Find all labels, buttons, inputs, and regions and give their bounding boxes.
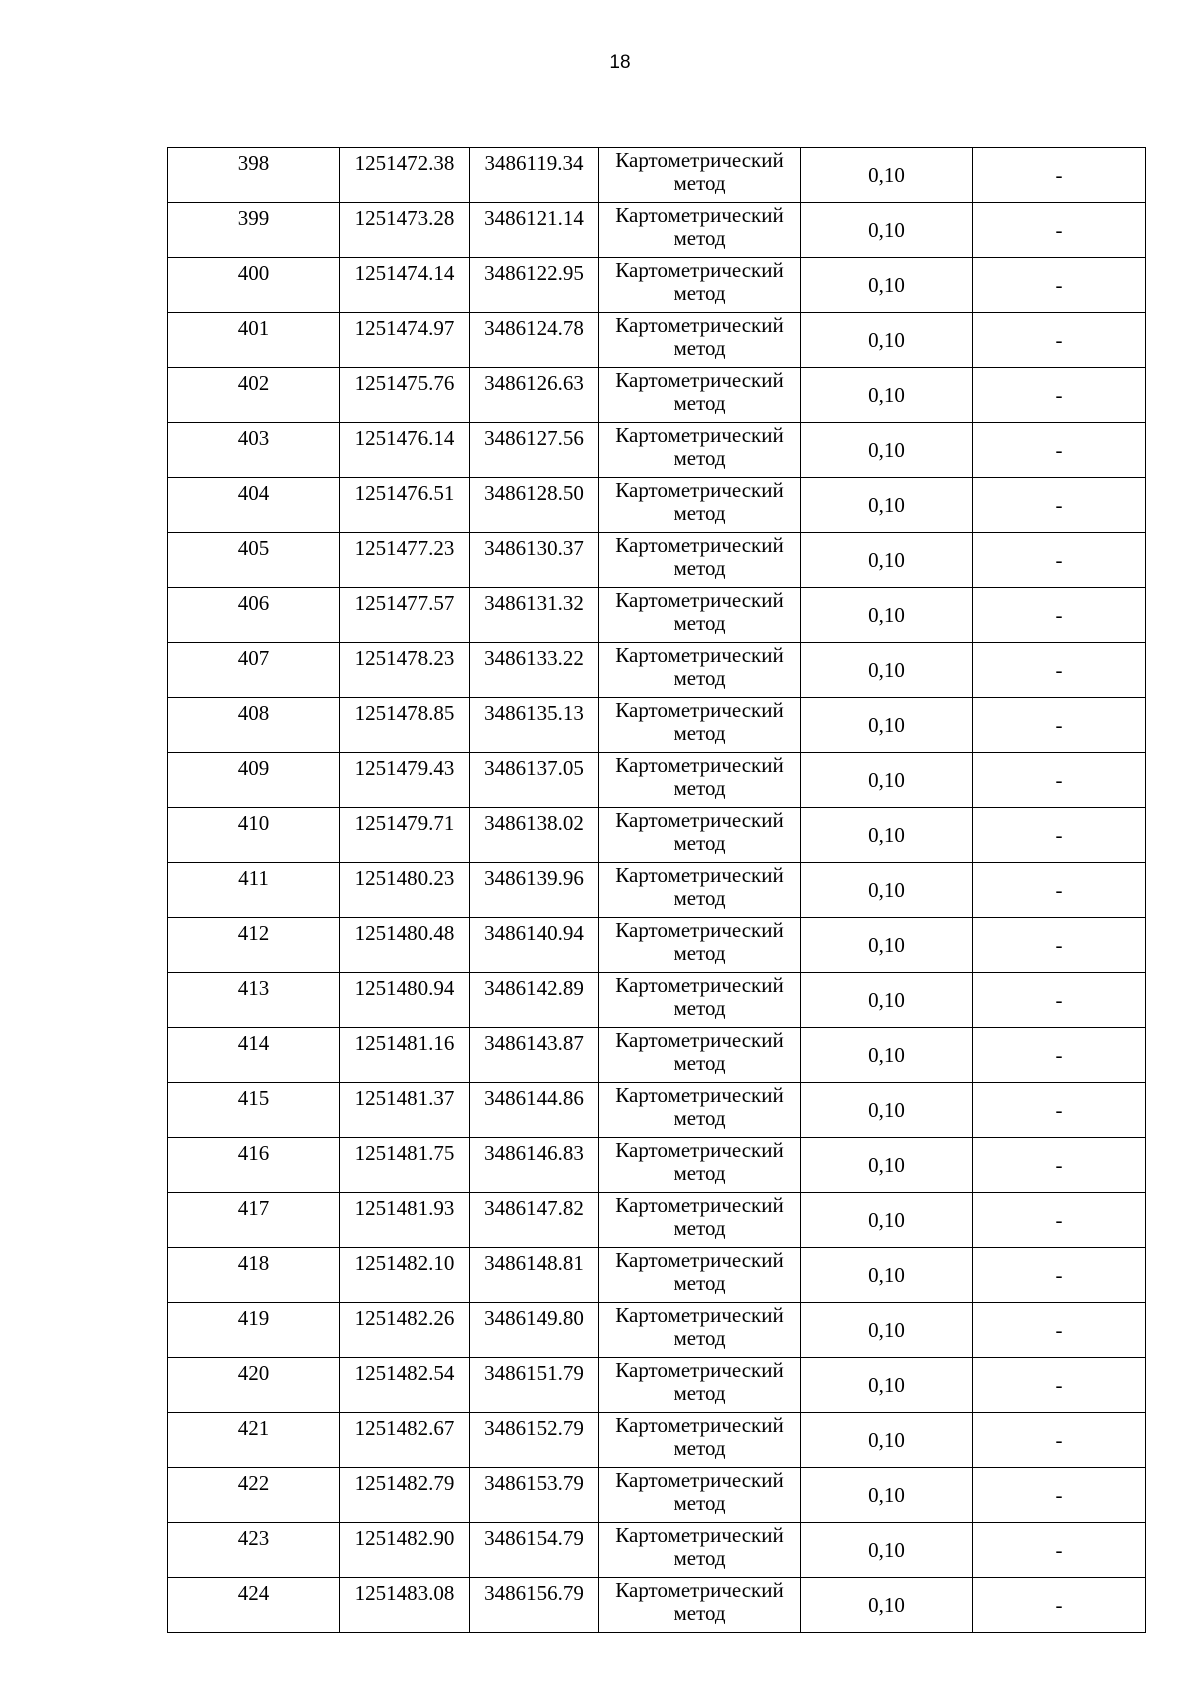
table-row (168, 808, 1146, 863)
method-line-1: Картометрический (615, 148, 784, 172)
description-cell: - (973, 1028, 1146, 1083)
table-row (168, 1303, 1146, 1358)
table-row (168, 313, 1146, 368)
point-number-cell: 420 (168, 1358, 340, 1413)
description-cell: - (973, 1523, 1146, 1578)
precision-cell: 0,10 (801, 1028, 973, 1083)
point-number-cell: 422 (168, 1468, 340, 1523)
y-coordinate-cell: 3486135.13 (470, 698, 599, 753)
x-coordinate-cell: 1251478.85 (340, 698, 470, 753)
table-row (168, 1468, 1146, 1523)
y-coordinate-cell: 3486119.34 (470, 148, 599, 203)
x-coordinate-cell: 1251482.67 (340, 1413, 470, 1468)
precision-cell: 0,10 (801, 148, 973, 203)
description-cell: - (973, 478, 1146, 533)
y-coordinate-cell: 3486130.37 (470, 533, 599, 588)
method-line-1: Картометрический (615, 203, 784, 227)
point-number-cell: 404 (168, 478, 340, 533)
point-number-cell: 418 (168, 1248, 340, 1303)
method-line-2: метод (673, 336, 726, 360)
method-line-2: метод (673, 226, 726, 250)
y-coordinate-cell: 3486153.79 (470, 1468, 599, 1523)
precision-cell: 0,10 (801, 698, 973, 753)
description-cell: - (973, 1083, 1146, 1138)
table-row (168, 148, 1146, 203)
table-row (168, 478, 1146, 533)
x-coordinate-cell: 1251481.75 (340, 1138, 470, 1193)
y-coordinate-cell: 3486128.50 (470, 478, 599, 533)
method-line-2: метод (673, 611, 726, 635)
method-line-2: метод (673, 1051, 726, 1075)
method-line-1: Картометрический (615, 588, 784, 612)
y-coordinate-cell: 3486140.94 (470, 918, 599, 973)
method-cell (599, 313, 801, 368)
coordinates-table (167, 147, 1146, 1633)
y-coordinate-cell: 3486131.32 (470, 588, 599, 643)
point-number-cell: 416 (168, 1138, 340, 1193)
point-number-cell: 409 (168, 753, 340, 808)
method-line-1: Картометрический (615, 313, 784, 337)
table-row (168, 1413, 1146, 1468)
table-row (168, 643, 1146, 698)
x-coordinate-cell: 1251480.23 (340, 863, 470, 918)
method-line-1: Картометрический (615, 1413, 784, 1437)
method-line-2: метод (673, 666, 726, 690)
point-number-cell: 398 (168, 148, 340, 203)
x-coordinate-cell: 1251474.14 (340, 258, 470, 313)
x-coordinate-cell: 1251479.71 (340, 808, 470, 863)
method-line-1: Картометрический (615, 1028, 784, 1052)
table-row (168, 753, 1146, 808)
precision-cell: 0,10 (801, 918, 973, 973)
method-cell (599, 423, 801, 478)
table-row (168, 533, 1146, 588)
description-cell: - (973, 698, 1146, 753)
table-row (168, 1523, 1146, 1578)
table-row (168, 588, 1146, 643)
method-line-1: Картометрический (615, 533, 784, 557)
method-line-2: метод (673, 501, 726, 525)
x-coordinate-cell: 1251480.48 (340, 918, 470, 973)
description-cell: - (973, 1468, 1146, 1523)
point-number-cell: 415 (168, 1083, 340, 1138)
method-line-2: метод (673, 831, 726, 855)
precision-cell: 0,10 (801, 1523, 973, 1578)
method-line-2: метод (673, 556, 726, 580)
table-row (168, 1578, 1146, 1633)
precision-cell: 0,10 (801, 1358, 973, 1413)
method-line-1: Картометрический (615, 1248, 784, 1272)
y-coordinate-cell: 3486139.96 (470, 863, 599, 918)
precision-cell: 0,10 (801, 643, 973, 698)
method-line-1: Картометрический (615, 808, 784, 832)
method-cell (599, 1468, 801, 1523)
method-line-2: метод (673, 776, 726, 800)
precision-cell: 0,10 (801, 1303, 973, 1358)
precision-cell: 0,10 (801, 973, 973, 1028)
method-line-2: метод (673, 1216, 726, 1240)
table-row (168, 203, 1146, 258)
method-line-2: метод (673, 721, 726, 745)
method-line-1: Картометрический (615, 258, 784, 282)
point-number-cell: 413 (168, 973, 340, 1028)
x-coordinate-cell: 1251478.23 (340, 643, 470, 698)
point-number-cell: 402 (168, 368, 340, 423)
y-coordinate-cell: 3486122.95 (470, 258, 599, 313)
method-cell (599, 478, 801, 533)
method-line-1: Картометрический (615, 753, 784, 777)
x-coordinate-cell: 1251474.97 (340, 313, 470, 368)
precision-cell: 0,10 (801, 203, 973, 258)
y-coordinate-cell: 3486142.89 (470, 973, 599, 1028)
point-number-cell: 401 (168, 313, 340, 368)
x-coordinate-cell: 1251475.76 (340, 368, 470, 423)
method-line-1: Картометрический (615, 1083, 784, 1107)
table-row (168, 423, 1146, 478)
y-coordinate-cell: 3486124.78 (470, 313, 599, 368)
page-number: 18 (609, 52, 631, 73)
method-cell (599, 643, 801, 698)
method-line-1: Картометрический (615, 698, 784, 722)
y-coordinate-cell: 3486146.83 (470, 1138, 599, 1193)
precision-cell: 0,10 (801, 258, 973, 313)
description-cell: - (973, 203, 1146, 258)
method-cell (599, 863, 801, 918)
point-number-cell: 408 (168, 698, 340, 753)
description-cell: - (973, 973, 1146, 1028)
method-line-1: Картометрический (615, 863, 784, 887)
precision-cell: 0,10 (801, 1083, 973, 1138)
method-line-1: Картометрический (615, 1138, 784, 1162)
x-coordinate-cell: 1251482.79 (340, 1468, 470, 1523)
description-cell: - (973, 423, 1146, 478)
description-cell: - (973, 1358, 1146, 1413)
point-number-cell: 411 (168, 863, 340, 918)
precision-cell: 0,10 (801, 808, 973, 863)
method-line-1: Картометрический (615, 423, 784, 447)
x-coordinate-cell: 1251480.94 (340, 973, 470, 1028)
point-number-cell: 405 (168, 533, 340, 588)
y-coordinate-cell: 3486148.81 (470, 1248, 599, 1303)
method-cell (599, 1358, 801, 1413)
y-coordinate-cell: 3486151.79 (470, 1358, 599, 1413)
method-line-2: метод (673, 1161, 726, 1185)
y-coordinate-cell: 3486127.56 (470, 423, 599, 478)
method-line-1: Картометрический (615, 973, 784, 997)
point-number-cell: 417 (168, 1193, 340, 1248)
precision-cell: 0,10 (801, 423, 973, 478)
x-coordinate-cell: 1251477.23 (340, 533, 470, 588)
description-cell: - (973, 1413, 1146, 1468)
method-line-1: Картометрический (615, 478, 784, 502)
description-cell: - (973, 643, 1146, 698)
table-row (168, 973, 1146, 1028)
method-line-2: метод (673, 996, 726, 1020)
method-cell (599, 973, 801, 1028)
method-cell (599, 588, 801, 643)
y-coordinate-cell: 3486137.05 (470, 753, 599, 808)
method-line-2: метод (673, 171, 726, 195)
point-number-cell: 412 (168, 918, 340, 973)
method-cell (599, 1578, 801, 1633)
description-cell: - (973, 1578, 1146, 1633)
description-cell: - (973, 588, 1146, 643)
table-row (168, 918, 1146, 973)
x-coordinate-cell: 1251482.90 (340, 1523, 470, 1578)
point-number-cell: 403 (168, 423, 340, 478)
method-cell (599, 368, 801, 423)
table-row (168, 1138, 1146, 1193)
precision-cell: 0,10 (801, 753, 973, 808)
table-row (168, 258, 1146, 313)
precision-cell: 0,10 (801, 1468, 973, 1523)
y-coordinate-cell: 3486147.82 (470, 1193, 599, 1248)
point-number-cell: 407 (168, 643, 340, 698)
table-row (168, 1193, 1146, 1248)
method-cell (599, 698, 801, 753)
precision-cell: 0,10 (801, 1138, 973, 1193)
table-row (168, 368, 1146, 423)
y-coordinate-cell: 3486144.86 (470, 1083, 599, 1138)
table-row (168, 698, 1146, 753)
method-cell (599, 753, 801, 808)
method-line-2: метод (673, 281, 726, 305)
precision-cell: 0,10 (801, 368, 973, 423)
point-number-cell: 400 (168, 258, 340, 313)
precision-cell: 0,10 (801, 1193, 973, 1248)
x-coordinate-cell: 1251482.54 (340, 1358, 470, 1413)
method-cell (599, 1303, 801, 1358)
y-coordinate-cell: 3486143.87 (470, 1028, 599, 1083)
y-coordinate-cell: 3486149.80 (470, 1303, 599, 1358)
method-line-1: Картометрический (615, 643, 784, 667)
method-line-2: метод (673, 1546, 726, 1570)
method-line-1: Картометрический (615, 1468, 784, 1492)
table-row (168, 1248, 1146, 1303)
method-cell (599, 1028, 801, 1083)
y-coordinate-cell: 3486138.02 (470, 808, 599, 863)
y-coordinate-cell: 3486126.63 (470, 368, 599, 423)
method-line-1: Картометрический (615, 1303, 784, 1327)
y-coordinate-cell: 3486133.22 (470, 643, 599, 698)
x-coordinate-cell: 1251476.14 (340, 423, 470, 478)
x-coordinate-cell: 1251482.26 (340, 1303, 470, 1358)
table-row (168, 863, 1146, 918)
point-number-cell: 419 (168, 1303, 340, 1358)
precision-cell: 0,10 (801, 863, 973, 918)
point-number-cell: 423 (168, 1523, 340, 1578)
description-cell: - (973, 533, 1146, 588)
method-line-1: Картометрический (615, 1578, 784, 1602)
precision-cell: 0,10 (801, 1248, 973, 1303)
description-cell: - (973, 1248, 1146, 1303)
precision-cell: 0,10 (801, 1578, 973, 1633)
y-coordinate-cell: 3486152.79 (470, 1413, 599, 1468)
point-number-cell: 414 (168, 1028, 340, 1083)
y-coordinate-cell: 3486154.79 (470, 1523, 599, 1578)
description-cell: - (973, 1303, 1146, 1358)
description-cell: - (973, 148, 1146, 203)
method-line-2: метод (673, 391, 726, 415)
description-cell: - (973, 863, 1146, 918)
description-cell: - (973, 368, 1146, 423)
description-cell: - (973, 753, 1146, 808)
x-coordinate-cell: 1251479.43 (340, 753, 470, 808)
method-cell (599, 1248, 801, 1303)
point-number-cell: 421 (168, 1413, 340, 1468)
method-cell (599, 203, 801, 258)
precision-cell: 0,10 (801, 1413, 973, 1468)
method-line-2: метод (673, 886, 726, 910)
method-cell (599, 918, 801, 973)
precision-cell: 0,10 (801, 533, 973, 588)
y-coordinate-cell: 3486121.14 (470, 203, 599, 258)
y-coordinate-cell: 3486156.79 (470, 1578, 599, 1633)
x-coordinate-cell: 1251473.28 (340, 203, 470, 258)
method-line-1: Картометрический (615, 368, 784, 392)
method-cell (599, 258, 801, 313)
description-cell: - (973, 313, 1146, 368)
precision-cell: 0,10 (801, 478, 973, 533)
method-line-1: Картометрический (615, 1523, 784, 1547)
x-coordinate-cell: 1251476.51 (340, 478, 470, 533)
method-line-1: Картометрический (615, 1193, 784, 1217)
precision-cell: 0,10 (801, 588, 973, 643)
method-cell (599, 1083, 801, 1138)
table-row (168, 1083, 1146, 1138)
method-cell (599, 1523, 801, 1578)
description-cell: - (973, 1193, 1146, 1248)
x-coordinate-cell: 1251481.16 (340, 1028, 470, 1083)
point-number-cell: 399 (168, 203, 340, 258)
x-coordinate-cell: 1251481.37 (340, 1083, 470, 1138)
method-cell (599, 1413, 801, 1468)
point-number-cell: 424 (168, 1578, 340, 1633)
description-cell: - (973, 1138, 1146, 1193)
point-number-cell: 410 (168, 808, 340, 863)
description-cell: - (973, 918, 1146, 973)
method-line-2: метод (673, 1326, 726, 1350)
method-line-2: метод (673, 1106, 726, 1130)
method-cell (599, 533, 801, 588)
method-line-2: метод (673, 941, 726, 965)
x-coordinate-cell: 1251482.10 (340, 1248, 470, 1303)
method-cell (599, 1193, 801, 1248)
method-line-2: метод (673, 1601, 726, 1625)
method-cell (599, 1138, 801, 1193)
method-line-2: метод (673, 1491, 726, 1515)
method-line-1: Картометрический (615, 918, 784, 942)
x-coordinate-cell: 1251472.38 (340, 148, 470, 203)
x-coordinate-cell: 1251477.57 (340, 588, 470, 643)
method-cell (599, 808, 801, 863)
table-row (168, 1358, 1146, 1413)
table-body (168, 148, 1146, 1633)
method-line-2: метод (673, 446, 726, 470)
table-row (168, 1028, 1146, 1083)
method-line-2: метод (673, 1381, 726, 1405)
method-line-1: Картометрический (615, 1358, 784, 1382)
method-line-2: метод (673, 1271, 726, 1295)
description-cell: - (973, 258, 1146, 313)
method-line-2: метод (673, 1436, 726, 1460)
precision-cell: 0,10 (801, 313, 973, 368)
x-coordinate-cell: 1251483.08 (340, 1578, 470, 1633)
point-number-cell: 406 (168, 588, 340, 643)
method-cell (599, 148, 801, 203)
description-cell: - (973, 808, 1146, 863)
x-coordinate-cell: 1251481.93 (340, 1193, 470, 1248)
